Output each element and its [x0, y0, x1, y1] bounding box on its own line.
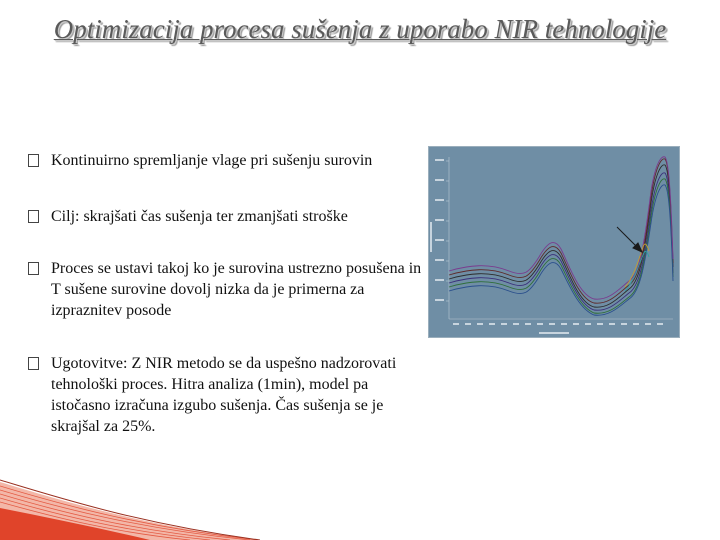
- bullet-box-icon: [28, 154, 39, 167]
- bullet-item: [28, 258, 426, 321]
- slide-title: Optimizacija procesa sušenja z uporabo NIR tehnologije: [53, 14, 667, 44]
- nir-spectra-image: [428, 146, 680, 338]
- bullet-text: Ugotovitve: Z NIR metodo se da uspešno nadzorovati tehnološki proces. Hitra analiza (1min), model pa istočasno izračuna izgubo sušenja. Čas sušenja se je skrajšal za 25%.: [51, 355, 397, 435]
- bullet-item: [28, 150, 426, 171]
- bullet-text: Cilj: skrajšati čas sušenja ter zmanjšati stroške: [51, 208, 348, 225]
- spectra-plot: [429, 147, 679, 337]
- bullet-box-icon: [28, 262, 39, 275]
- bullet-text: Kontinuirno spremljanje vlage pri sušenju surovin: [51, 152, 373, 169]
- bullet-item: [28, 206, 426, 227]
- bullet-item: [28, 353, 426, 437]
- bullet-box-icon: [28, 357, 39, 370]
- bullet-text: Proces se ustavi takoj ko je surovina ustrezno posušena in T sušene surovine dovolj nizka da je primerna za izpraznitev posode: [51, 260, 422, 319]
- decorative-corner: [0, 430, 260, 540]
- bullet-box-icon: [28, 210, 39, 223]
- plot-background: [429, 147, 679, 337]
